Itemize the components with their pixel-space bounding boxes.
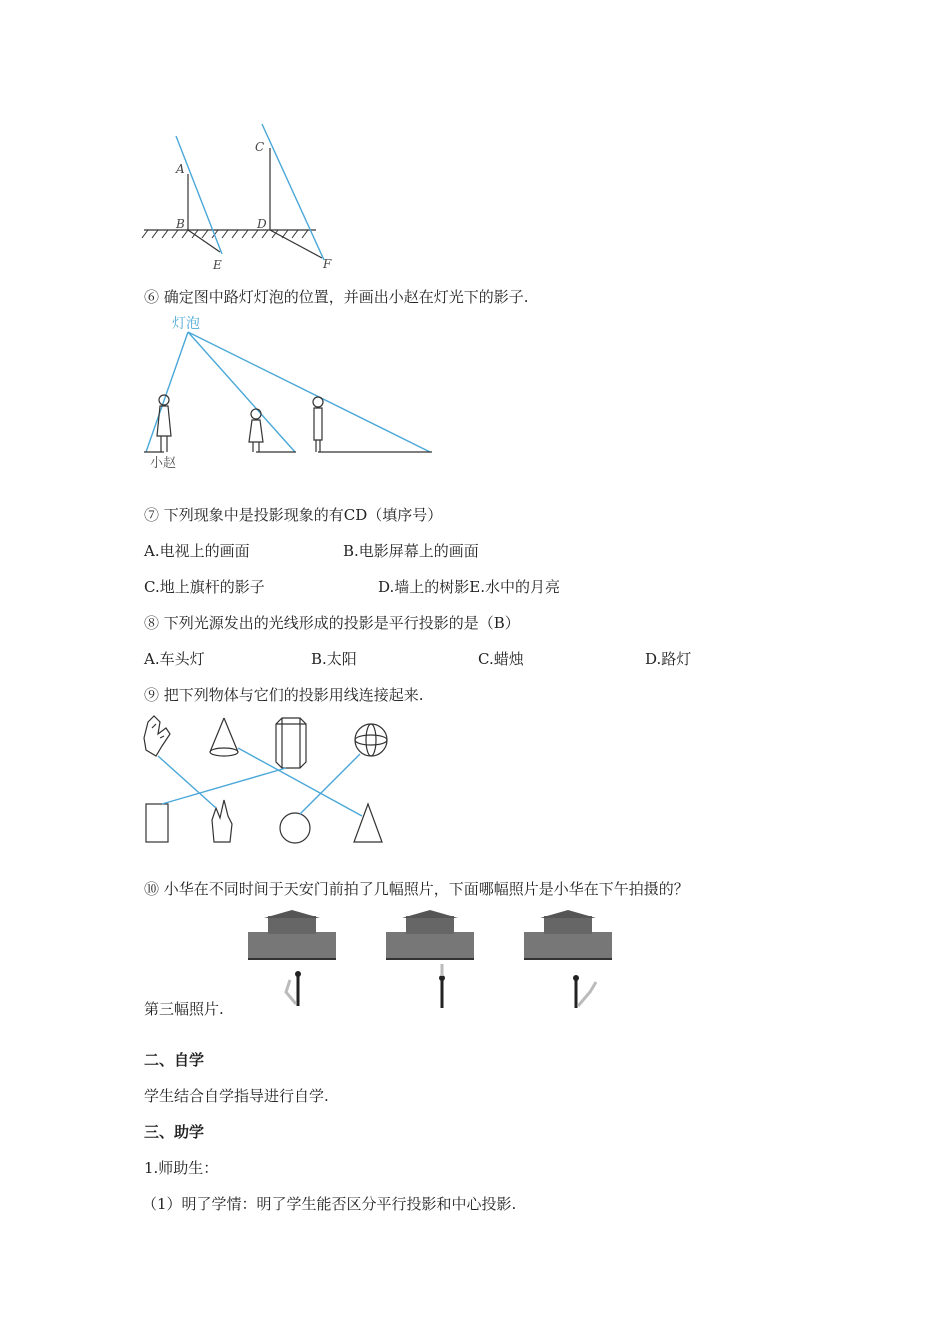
- label-d: D: [257, 217, 267, 231]
- q8-opt-c: C.蜡烛: [478, 650, 524, 668]
- q7-opt-de: D.墙上的树影E.水中的月亮: [378, 578, 560, 596]
- prism-object: [276, 718, 306, 768]
- triangle-projection: [354, 804, 382, 842]
- q8-opt-d: D.路灯: [645, 650, 692, 668]
- person-2: [249, 409, 263, 452]
- rectangle-projection: [146, 804, 168, 842]
- section3-item1: 1.师助生：: [144, 1159, 219, 1177]
- bulb-label: 灯泡: [172, 316, 200, 332]
- streetlamp-diagram: [140, 312, 460, 472]
- photo-3: [524, 910, 612, 1008]
- person-xiaozhao: [157, 395, 171, 452]
- person-label: 小赵: [150, 456, 177, 471]
- q8-opt-b: B.太阳: [311, 650, 357, 668]
- label-b: B: [176, 217, 185, 231]
- label-c: C: [255, 140, 265, 154]
- q9-question: ⑨ 把下列物体与它们的投影用线连接起来.: [144, 686, 424, 704]
- circle-projection: [280, 813, 310, 843]
- section2-body: 学生结合自学指导进行自学.: [144, 1087, 329, 1105]
- cone-object: [210, 718, 238, 756]
- q7-opt-c: C.地上旗杆的影子: [144, 578, 265, 596]
- section3-heading: 三、助学: [144, 1123, 205, 1141]
- q7-question: ⑦ 下列现象中是投影现象的有CD（填序号）: [144, 506, 443, 524]
- sphere-object: [355, 724, 387, 756]
- q8-opt-a: A.车头灯: [144, 650, 205, 668]
- q8-question: ⑧ 下列光源发出的光线形成的投影是平行投影的是（B）: [144, 614, 520, 632]
- q6-text: ⑥ 确定图中路灯灯泡的位置，并画出小赵在灯光下的影子.: [144, 288, 529, 306]
- tiananmen-photos: [246, 908, 646, 1018]
- q7-opt-a: A.电视上的画面: [144, 542, 250, 560]
- q10-answer: 第三幅照片.: [144, 1000, 224, 1018]
- hand-object: [144, 716, 170, 756]
- photo-1: [248, 910, 336, 1006]
- section2-heading: 二、自学: [144, 1051, 205, 1069]
- shadow-diagram: [140, 118, 480, 278]
- photo-2: [386, 910, 474, 1008]
- q10-question: ⑩ 小华在不同时间于天安门前拍了几幅照片，下面哪幅照片是小华在下午拍摄的？: [144, 880, 689, 898]
- matching-diagram: [140, 712, 400, 852]
- q7-opt-b: B.电影屏幕上的画面: [343, 542, 479, 560]
- section3-item1-1: （1）明了学情：明了学生能否区分平行投影和中心投影.: [142, 1195, 517, 1213]
- label-a: A: [176, 162, 185, 176]
- label-f: F: [323, 257, 332, 271]
- person-3: [313, 397, 323, 452]
- label-e: E: [213, 258, 222, 272]
